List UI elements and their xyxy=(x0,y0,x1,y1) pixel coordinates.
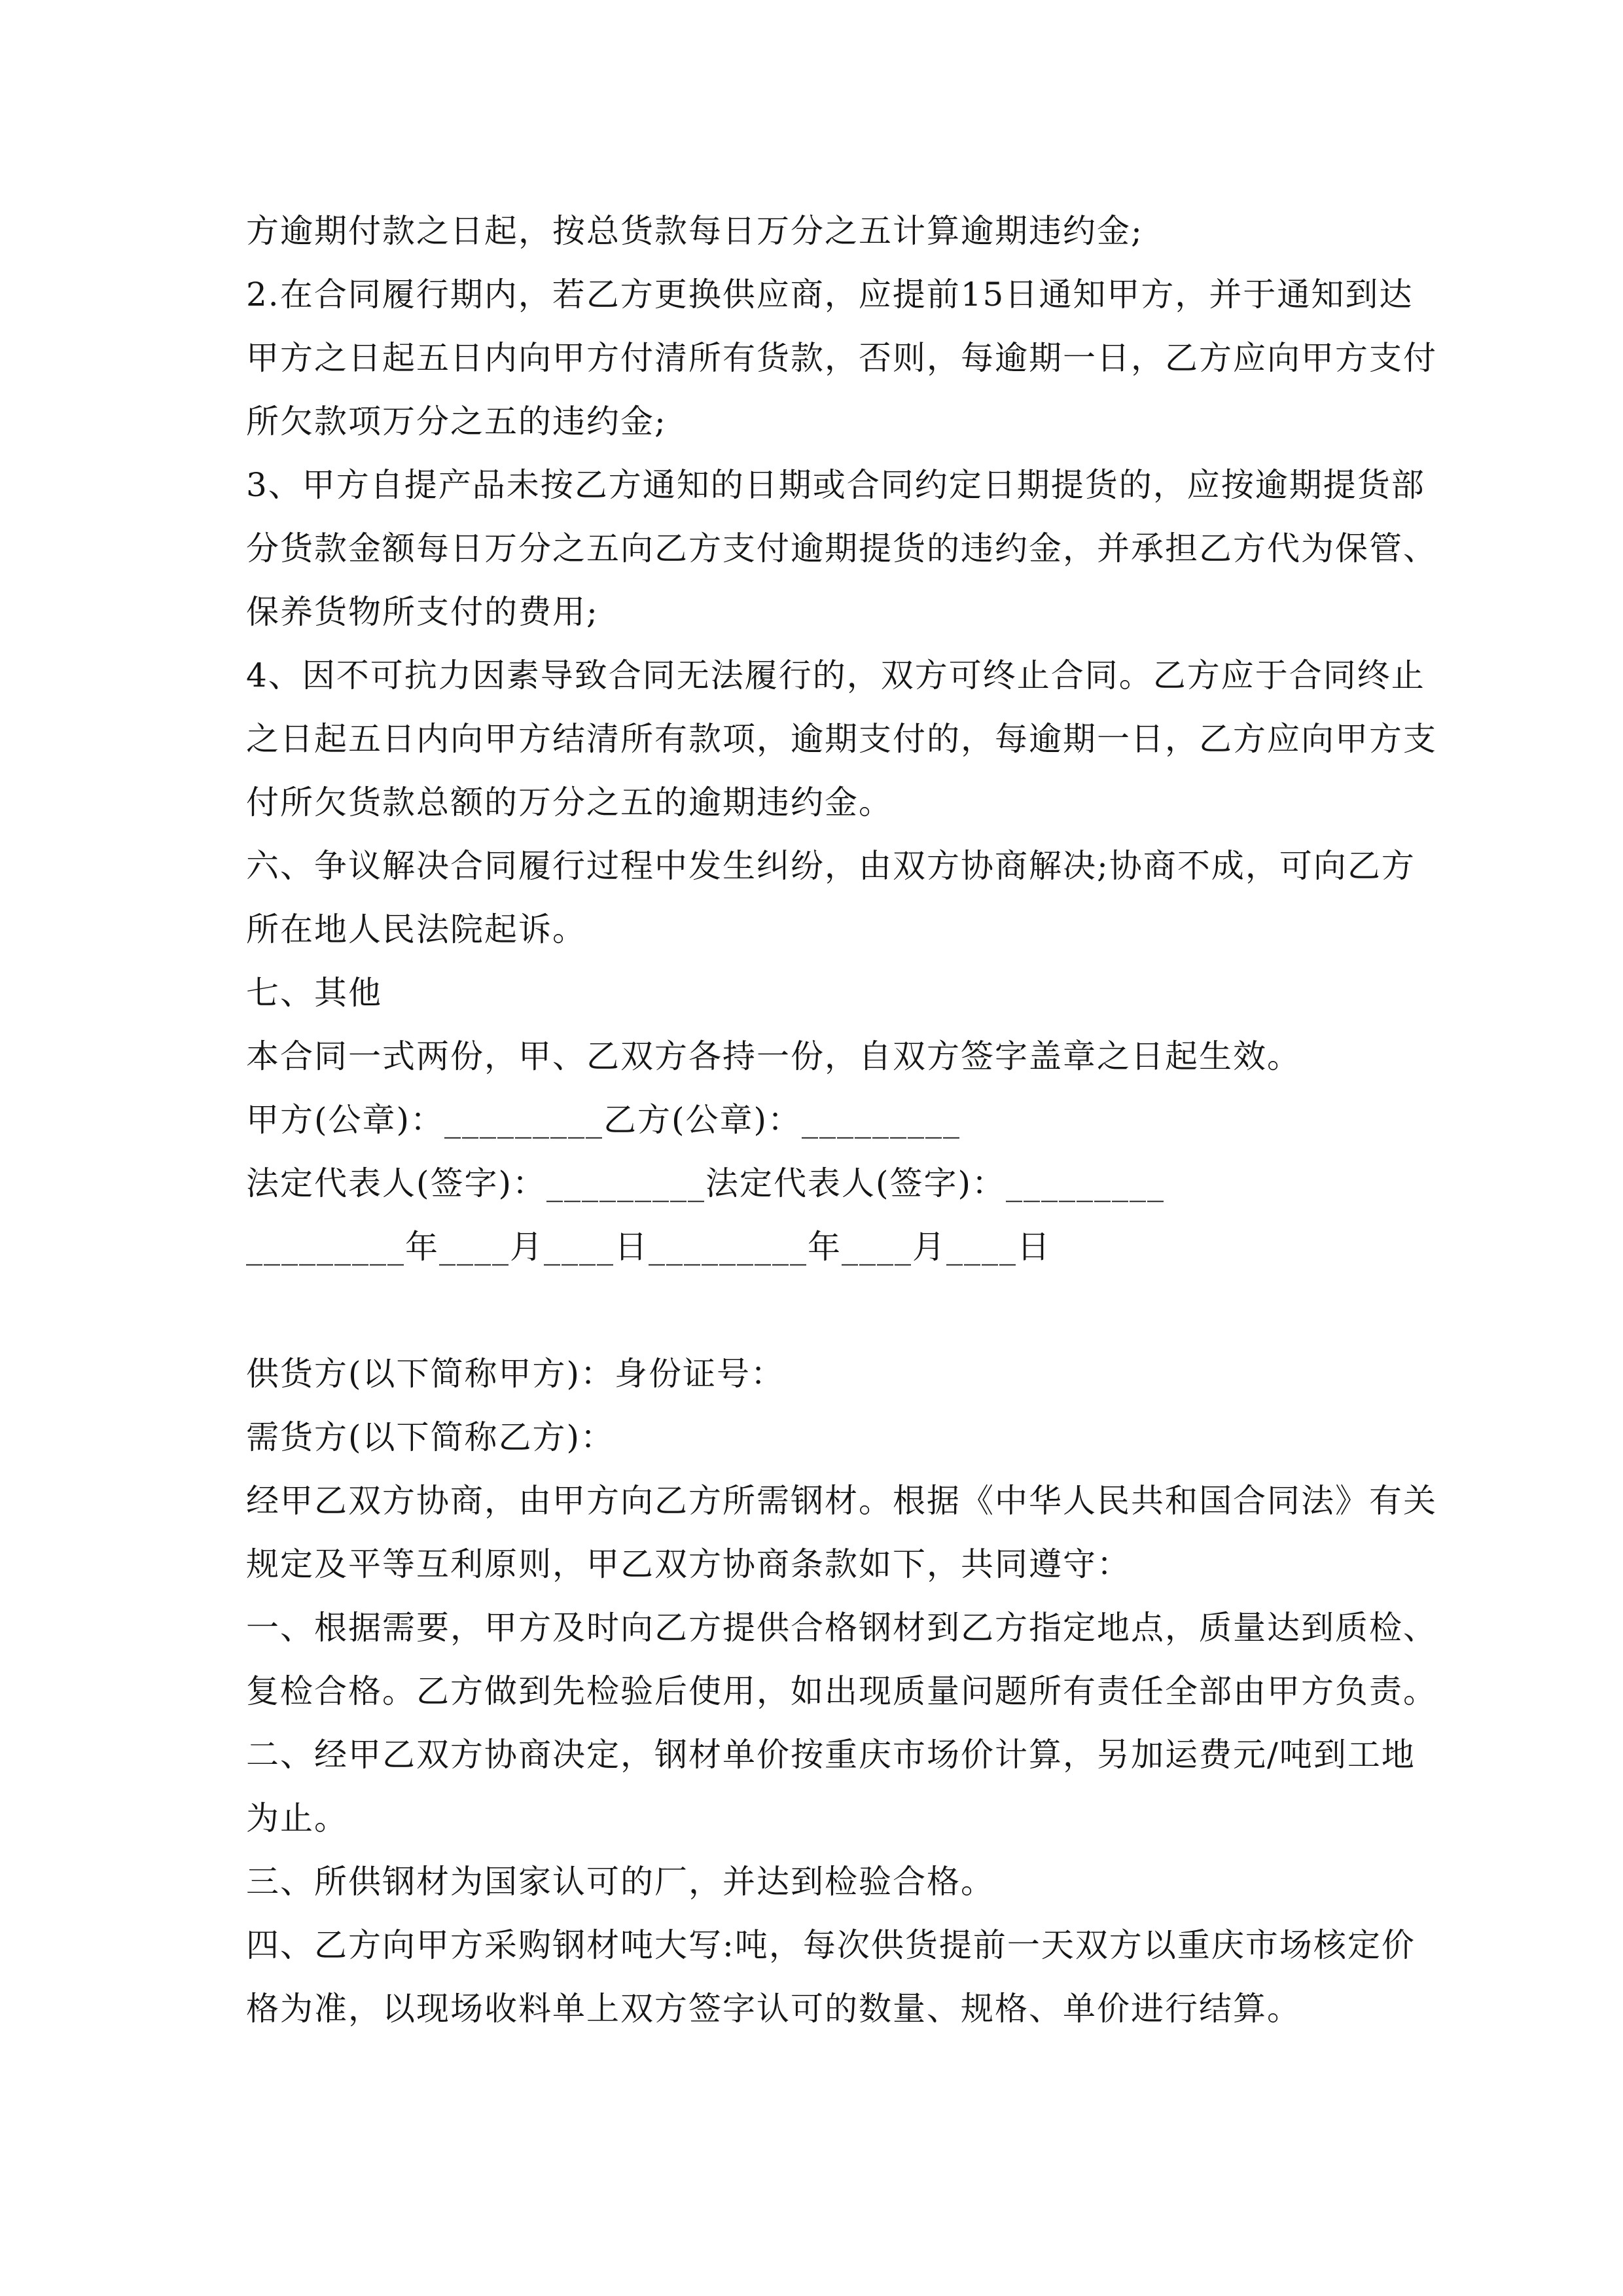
text-line-28: 格为准，以现场收料单上双方签字认可的数量、规格、单价进行结算。 xyxy=(246,1990,1301,2028)
text-line-7: 保养货物所支付的费用; xyxy=(246,593,599,631)
text-line-18: 供货方(以下简称甲方)：身份证号： xyxy=(246,1355,785,1393)
text-line-8: 4、因不可抗力因素导致合同无法履行的，双方可终止合同。乙方应于合同终止 xyxy=(246,656,1425,694)
signature-line-representative: 法定代表人(签字)：_________法定代表人(签字)：_________ xyxy=(246,1164,1166,1202)
text-line-5: 3、甲方自提产品未按乙方通知的日期或合同约定日期提货的，应按逾期提货部 xyxy=(246,466,1425,504)
text-line-4: 所欠款项万分之五的违约金; xyxy=(246,403,667,440)
text-line-19: 需货方(以下简称乙方)： xyxy=(246,1418,615,1456)
text-line-3: 甲方之日起五日内向甲方付清所有货款，否则，每逾期一日，乙方应向甲方支付 xyxy=(246,339,1437,377)
text-line-9: 之日起五日内向甲方结清所有款项，逾期支付的，每逾期一日，乙方应向甲方支 xyxy=(246,720,1437,758)
text-line-24: 二、经甲乙双方协商决定，钢材单价按重庆市场价计算，另加运费元/吨到工地 xyxy=(246,1736,1416,1774)
text-line-27: 四、乙方向甲方采购钢材吨大写:吨，每次供货提前一天双方以重庆市场核定价 xyxy=(246,1926,1416,1964)
text-line-21: 规定及平等互利原则，甲乙双方协商条款如下，共同遵守： xyxy=(246,1545,1131,1583)
text-line-12: 所在地人民法院起诉。 xyxy=(246,910,586,948)
text-line-1: 方逾期付款之日起，按总货款每日万分之五计算逾期违约金; xyxy=(246,212,1143,250)
text-line-14: 本合同一式两份，甲、乙双方各持一份，自双方签字盖章之日起生效。 xyxy=(246,1037,1301,1075)
text-line-23: 复检合格。乙方做到先检验后使用，如出现质量问题所有责任全部由甲方负责。 xyxy=(246,1672,1437,1710)
signature-line-seal: 甲方(公章)：_________乙方(公章)：_________ xyxy=(246,1101,961,1139)
text-line-20: 经甲乙双方协商，由甲方向乙方所需钢材。根据《中华人民共和国合同法》有关 xyxy=(246,1482,1437,1520)
text-line-6: 分货款金额每日万分之五向乙方支付逾期提货的违约金，并承担乙方代为保管、 xyxy=(246,529,1437,567)
text-line-22: 一、根据需要，甲方及时向乙方提供合格钢材到乙方指定地点，质量达到质检、 xyxy=(246,1609,1437,1647)
text-line-2: 2.在合同履行期内，若乙方更换供应商，应提前15日通知甲方，并于通知到达 xyxy=(246,276,1414,314)
text-line-25: 为止。 xyxy=(246,1799,348,1837)
signature-line-date: _________年____月____日_________年____月____日 xyxy=(246,1228,1051,1266)
text-line-13: 七、其他 xyxy=(246,974,382,1012)
text-line-26: 三、所供钢材为国家认可的厂，并达到检验合格。 xyxy=(246,1863,995,1901)
text-line-11: 六、争议解决合同履行过程中发生纠纷，由双方协商解决;协商不成，可向乙方 xyxy=(246,847,1416,885)
text-line-10: 付所欠货款总额的万分之五的逾期违约金。 xyxy=(246,783,893,821)
